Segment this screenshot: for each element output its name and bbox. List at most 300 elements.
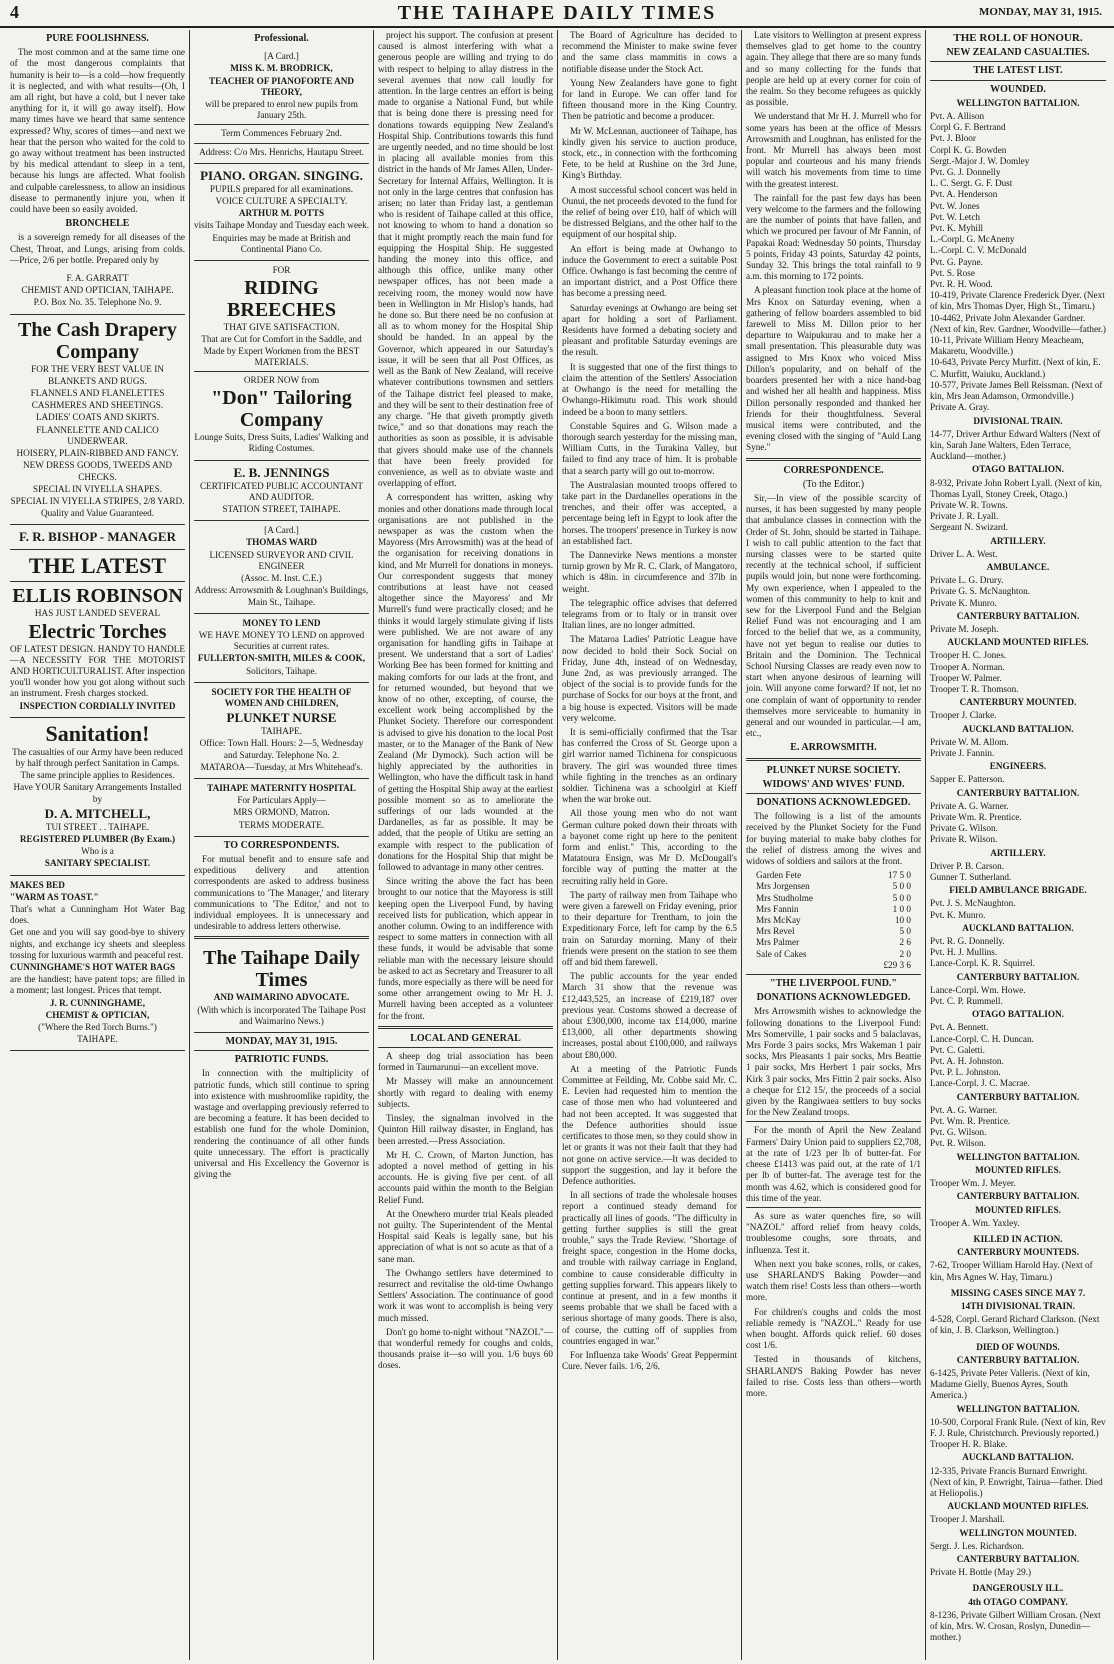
casualty-entry: Pvt. R. H. Wood.: [930, 279, 993, 290]
col5-item-1: Late visitors to Wellington at present express themselves glad to get home to the country again. They allege that there are so many funds and so many collecting for the funds that people are held up at every corner for coin of the realm. So they become refugees as quickly as possible.: [746, 30, 921, 108]
unit-heading: CANTERBURY BATTALION.: [956, 1354, 1080, 1365]
casualty-entry: Driver L. A. West.: [930, 548, 998, 559]
col5-item-3: The rainfall for the past few days has been very welcome to the farmers and the following are the number of points that have fallen, and which we procured per favour of Mr Fannin, of Papakai Road: Wednesday 50 points, Thursday 5 points, Friday 43 points, Saturday 42 points, Sunday 32. This brings the total rainfall to 9 a.m. this morning to 172 points.: [746, 192, 921, 282]
local-general-heading: LOCAL AND GENERAL: [410, 1032, 521, 1044]
jennings-address: STATION STREET, TAIHAPE.: [222, 504, 341, 515]
masthead: [0, 0, 1114, 28]
jennings-title: CERTIFICATED PUBLIC ACCOUNTANT AND AUDITOR.: [199, 480, 364, 502]
donation-amount: 1 0 0: [892, 903, 911, 914]
ward-card: [194, 521, 369, 613]
money-body: WE HAVE MONEY TO LEND on approved Securities at current rates.: [198, 629, 365, 652]
news-item-3: Mr W. McLennan, auctioneer of Taihape, has kindly given his service to auction produce, stock, etc., in connection with the forthcoming Fete, to be held at Rushine on the 3rd June, King's Birthday.: [562, 125, 737, 181]
riding-breeches-advert: [194, 261, 369, 461]
casualty-entry: Pvt. A. Bennett.: [930, 1022, 989, 1033]
torches-body: OF LATEST DESIGN. HANDY TO HANDLE—A NECESSITY FOR THE MOTORIST AND HORTICULTURALIST. After inspection you'll wonder how you got along without such an instrument. Fresh charges stocked.: [10, 643, 185, 699]
tui-street: TUI STREET . . TAIHAPE.: [45, 821, 150, 832]
matron: MRS ORMOND, Matron.: [233, 807, 330, 818]
maternity-advert: [194, 779, 369, 837]
news-item-9: The Australasian mounted troops offered to take part in the Dardanelles operations in the trenches, and their offer was accepted, a percentage being left in Egypt to look after the horses. The troopers' presence in Turkey is now an established fact.: [562, 479, 738, 546]
casualty-entry: Pvt. Wm. R. Prentice.: [930, 1116, 1011, 1127]
casualty-entry: Sergt.-Major J. W. Domley: [930, 155, 1030, 166]
casualty-entry: Gunner T. Sutherland.: [930, 872, 1012, 883]
pure-foolishness-heading: PURE FOOLISHNESS.: [46, 33, 149, 44]
enquiries: Enquiries may be made at British and Continental Piano Co.: [212, 232, 351, 254]
cash-drapery-title: The Cash Drapery Company: [18, 318, 177, 363]
casualty-entry: Pvt. G. J. Donnelly: [930, 167, 1001, 178]
casualty-entry: Sergeant N. Swizard.: [930, 522, 1008, 533]
donations-intro: The following is a list of the amounts received by the Plunket Society for the Fund for buying material to make baby clothes for the relief of distress among the wives and widows of soldiers and sailors at the front.: [746, 811, 921, 867]
casualty-entry: 14-77, Driver Arthur Edward Walters (Next of kin, Sarah Jane Walters, Eden Terrace, Auckland—mother.): [930, 428, 1101, 462]
drapery-item: BLANKETS AND RUGS.: [48, 375, 147, 386]
news-item-2: Young New Zealanders have gone to fight for land in Europe. We can offer land for fifteen thousand more in the King Country. Then be patriotic and become a producer.: [562, 77, 737, 122]
liverpool-ack: DONATIONS ACKNOWLEDGED.: [756, 992, 911, 1004]
casualty-entry: Lance-Corpl. Wm. Howe.: [930, 984, 1026, 995]
casualty-entry: 8-1236, Private Gilbert William Crosan. (Next of kin, Mrs. W. Crosan, Roslyn, Dunedin—mother.): [930, 1609, 1101, 1643]
news-item-11: The telegraphic office advises that deferred telegrams from or to Italy or in transit over Italian lines, are no longer admitted.: [562, 597, 737, 631]
casualty-entry: Private K. Munro.: [930, 597, 997, 608]
cash-drapery-advert: [10, 315, 185, 526]
casualty-entry: Private A. G. Warner.: [930, 800, 1009, 811]
news-item-6: Saturday evenings at Owhango are being set apart for holding a sort of Parliament. Residents have formed a debating society and pleasant and profitable Saturday evenings are the result.: [562, 302, 737, 358]
manager-line: F. R. BISHOP - MANAGER: [19, 529, 176, 545]
quality-line: Quality and Value Guaranteed.: [40, 508, 155, 519]
patriotic-funds-heading: PATRIOTIC FUNDS.: [234, 1054, 329, 1066]
drapery-item: SPECIAL IN VIYELLA SHAPES.: [32, 483, 163, 494]
nazol-body: As sure as water quenches fire, so will "NAZOL" afford relief from heavy colds, troublesome coughs, sore throats, and influenza. Test it.: [746, 1210, 921, 1255]
news-item-18: In all sections of trade the wholesale houses report a continued steady demand for practically all lines of goods. "The difficulty in getting further supplies is still the great trouble," says the Trade Review. "Shortage of freight space, congestion in the Home docks, and trouble with railway carriage in England, combine to cause considerable difficulty in getting supplies forward. This appears likely to continue at present, and in a few months it seems probable that we shall be faced with a serious shortage of many goods. There is also, of course, the cutting off of supplies from countries engaged in war.": [562, 1190, 737, 1346]
casualty-entry: Trooper A. Norman.: [930, 661, 1005, 672]
casualty-entry: Private H. Bottle (May 29.): [930, 1567, 1032, 1578]
casualty-entry: Pvt. A. H. Johnston.: [930, 1056, 1004, 1067]
unit-heading: WELLINGTON BATTALION.: [956, 1403, 1080, 1414]
casualty-entry: Trooper J. Marshall.: [930, 1514, 1005, 1525]
jr-cunningham: J. R. CUNNINGHAME,: [49, 997, 146, 1008]
plunket-society-heading: PLUNKET NURSE SOCIETY.: [766, 764, 901, 776]
donation-amount: 5 0 0: [892, 892, 911, 903]
piano-organ-singing: PIANO. ORGAN. SINGING.: [200, 167, 363, 183]
donor-name: Sale of Cakes: [756, 948, 807, 959]
nz-casualties-heading: NEW ZEALAND CASUALTIES.: [946, 47, 1090, 59]
liverpool-body: Mrs Arrowsmith wishes to acknowledge the following donations to the Liverpool Fund: Mrs Somerville, 1 pair socks and 5 balaclavas, Mrs Forde 3 pairs socks, Mrs Wakeman 1 pair socks, Mrs Pleasants 1 pair socks, Mrs Beattie 1 pair socks, Mrs Herbert 1 pair socks, Mrs Kirk 3 pair socks, Mrs Fittin 2 pair socks. Also a cheque for £12 15/, the proceeds of a social given by the Rangiwaea settlers to buy socks for the New Zealand troops.: [746, 1006, 921, 1118]
unit-heading: CANTERBURY BATTALION.: [956, 1191, 1080, 1202]
roll-of-honour-heading: THE ROLL OF HONOUR.: [953, 32, 1083, 44]
unit-heading: FIELD AMBULANCE BRIGADE.: [949, 885, 1087, 896]
unit-heading: 14TH DIVISIONAL TRAIN.: [961, 1300, 1075, 1311]
casualty-category-heading: KILLED IN ACTION.: [973, 1233, 1063, 1244]
donation-row: [746, 949, 921, 960]
donation-row: [746, 915, 921, 926]
editorial-para-1: project his support. The confusion at present caused is almost interfering with what a generous people are willing and trying to do with respect to helping to allay distress in the several avenues that now call loudly for attention. In the large centres an effort is being made to organise a National Fund, but while that is being done there is pressing need for donations towards equipping New Zealand's Hospital Ship. Contributions towards this fund are urgently needed, and no time should be lost in placing all available monies from this district in the hands of Mr James Allen, Under-Secretary for Internal Affairs, Wellington. It is not only in the large centres that confusion has arisen; no later than Friday last, a gentleman who is resident of Taihape called at this office, not knowing to whom to hand a donation so that it might promptly reach the main fund for equipping the Hospital Ship. He suggested handing the money into this office, and although this office, unlike many other newspaper offices, has not been made a receiving room, the money would now have been in Wellington in Mr Hislop's hands, had he done so. But there need be no confusion at all as to whom money for the Hospital Ship should be handed. In an appeal by the Governor, which appeared in our Saturday's issue, it will be seen that all Post Offices, as well as the Bank of New Zealand, will receive whatever contributions townsmen and settlers of the Taihape district feel pleased to make, and they will be sent to their destination free of any charge. "He that giveth promptly giveth twice," and so that donations may reach the authorities as soon as possible, it is advisable that givers should make use of the channels that have been freely provided for convenience, as well as to obviate waste and overlapping of effort.: [378, 30, 553, 489]
casualty-entry: Trooper H. C. Jones.: [930, 650, 1007, 661]
casualty-entry: Private Wm. R. Prentice.: [930, 812, 1022, 822]
casualty-category-heading: MISSING CASES SINCE MAY 7.: [950, 1287, 1086, 1298]
hot-water-body: That's what a Cunningham Hot Water Bag does.: [10, 903, 185, 926]
casualty-entry: Trooper T. R. Thomson.: [930, 683, 1019, 694]
satisfaction: THAT GIVE SATISFACTION.: [223, 322, 340, 333]
unit-heading: AUCKLAND BATTALION.: [962, 922, 1074, 933]
casualty-entry: Corpl K. G. Bowden: [930, 144, 1007, 155]
inspection-invited: INSPECTION CORDIALLY INVITED: [19, 700, 176, 711]
local-item-1: A sheep dog trial association has been formed in Taumarunui—an excellent move.: [378, 1051, 553, 1073]
unit-heading: MOUNTED RIFLES.: [975, 1164, 1061, 1175]
sanitation-advert: [10, 718, 185, 876]
unit-heading: WELLINGTON MOUNTED.: [959, 1527, 1077, 1538]
warm-as-toast: "WARM AS TOAST.": [10, 891, 99, 902]
brodrick-title: TEACHER OF PIANOFORTE AND THEORY,: [208, 75, 355, 97]
news-item-4: A most successful school concert was held in Ounui, the net proceeds devoted to the fund for the relief of being over £10, half of which will be distressed Belgians, and the other half to the equipment of our hospital ship.: [562, 184, 737, 240]
jennings-name: E. B. JENNINGS: [233, 464, 330, 480]
casualty-entry: Sergt. J. Les. Richardson.: [930, 1540, 1024, 1551]
unit-heading: CANTERBURY BATTALION.: [956, 1553, 1080, 1564]
news-item-5: An effort is being made at Owhango to induce the Government to erect a suitable Post Office. Owhango is fast becoming the centre of an important district, and a Post Office there has become a pressing need.: [562, 243, 737, 299]
casualty-entry: Pvt. W. Letch: [930, 211, 981, 222]
news-item-19: For Influenza take Woods' Great Peppermint Cure. Never fails. 1/6, 2/6.: [562, 1349, 737, 1372]
casualty-entry: 7-62, Trooper William Harold Hay. (Next of kin, Mrs Agnes W. Hay, Timaru.): [930, 1260, 1093, 1282]
casualty-entry: 10-577, Private James Bell Reissman. (Next of kin, Mrs Jean Adamson, Ormondville.): [930, 379, 1103, 402]
editorial-para-2: A correspondent has written, asking why monies and other donations made through local organisations are not published in the newspaper as was the custom when the Mayoress (Mrs Arrowsmith) was at the head of the organisation for receiving donations in kind, and Mr Murrell for donations in moneys. Our correspondent suggests that money contributions at least have not ceased altogether since the Mayoress' and Mr Murrell's fund were practically closed; and he thinks it would largely stimulate giving if lists were published. We are not aware of any organisation for handling gifts in Taihape at present. We understand that a sort of Ladies' Working Bee has been formed for knitting and making comforts for our lads at the front, and for returned wounded, but beyond that we know of no other, excepting, of course, the excellent work being accomplished by the Plunket Society. Therefore our correspondent is advised to give his donation to the local Post master, or to the Manager of the Bank of New Zealand (Mr Dymock). Such action will be highly appreciated by the authorities in Wellington, who have the difficult task in hand of getting the Hospital Ship away at the earliest possible moment so as to ameliorate the sufferings of our lads wounded at the Dardanelles, as far as possible. It may be added, that the people of Utiku are setting an example with respect to the publication of donations for the Hospital Ship that might be followed to advantage in many other centres.: [378, 492, 553, 873]
breeches-body: That are Cut for Comfort in the Saddle, and Made by Expert Workmen from the BEST MATERIALS.: [201, 334, 362, 367]
donation-amount: 2 0: [899, 948, 911, 959]
incorporated-note: (With which is incorporated The Taihape Post and Waimarino News.): [197, 1004, 366, 1026]
unit-heading: CANTERBURY BATTALION.: [956, 610, 1080, 621]
casualty-entry: 10-4462, Private John Alexander Gardner. (Next of kin, Rev. Gardner, Woodville—father.): [930, 312, 1106, 334]
lounge-suits: Lounge Suits, Dress Suits, Ladies' Walking and Riding Costumes.: [194, 432, 369, 454]
casualty-entry: 10-500, Corporal Frank Rule. (Next of kin, Rev F. J. Rule, Christchurch. Previously reported.): [930, 1416, 1106, 1438]
casualty-entry: Trooper W. Palmer.: [930, 672, 1002, 683]
donation-row: [746, 904, 921, 915]
sharland-body: When next you bake scones, rolls, or cakes, use SHARLAND'S Baking Powder—and watch them rise! Costs less than others—worth more.: [746, 1258, 921, 1303]
garratt-title: CHEMIST AND OPTICIAN, TAIHAPE.: [21, 285, 174, 296]
unit-heading: CANTERBURY MOUNTED.: [959, 697, 1077, 708]
casualty-entry: Pvt. G. Wilson.: [930, 1127, 987, 1138]
donation-amount: 2 6: [899, 937, 911, 948]
sanitary-specialist: SANITARY SPECIALIST.: [44, 858, 151, 869]
news-item-1: The Board of Agriculture has decided to recommend the Minister to make swine fever and the same class mammitis in cows a notifiable disease under the Stock Act.: [562, 30, 737, 74]
unit-heading: CANTERBURY MOUNTEDS.: [957, 1247, 1079, 1258]
unit-heading: ARTILLERY.: [990, 847, 1046, 858]
casualty-entry: Private W. M. Allom.: [930, 736, 1009, 747]
news-item-12: The Mataroa Ladies' Patriotic League have now decided to hold their Sock Social on Friday, June 4th, instead of on Wednesday, June 2nd, as was previously arranged. The object of the social is to provide funds for the purchase of Socks for our boys at the front, and a big house is expected. Visitors will be made very welcome.: [562, 634, 737, 723]
a-card-label: [A Card.]: [264, 51, 299, 62]
local-item-5: At the Onewhero murder trial Keals pleaded not guilty. The Superintendent of the Mental Hospital said Keals is legally sane, but his appreciation of what is not so acute as that of a sane man.: [378, 1208, 553, 1264]
unit-heading: CANTERBURY BATTALION.: [956, 1091, 1080, 1102]
maternity-heading: TAIHAPE MATERNITY HOSPITAL: [207, 782, 356, 793]
casualty-entry: Private L. G. Drury.: [930, 575, 1004, 586]
voice-culture: VOICE CULTURE A SPECIALTY.: [215, 196, 348, 207]
donor-name: Garden Fete: [756, 870, 802, 881]
electric-torches: Electric Torches: [28, 620, 167, 643]
unit-heading: OTAGO BATTALION.: [972, 1009, 1064, 1020]
donor-name: Mrs Revel: [756, 926, 795, 937]
bronchele-body: is a sovereign remedy for all diseases of the Chest, Throat, and Lungs, arising from colds.—Price, 2/6 per bottle. Prepared only by: [10, 232, 185, 265]
unit-heading: ENGINEERS.: [989, 761, 1047, 772]
have-your: Have YOUR Sanitary Arrangements Installed by: [13, 782, 182, 804]
ward-name: THOMAS WARD: [245, 537, 318, 548]
don-tailoring: "Don" Tailoring Company: [211, 387, 352, 432]
donations-total: £29 3 6: [883, 959, 911, 970]
casualty-list: [930, 98, 1106, 1644]
donations-list: [746, 870, 921, 960]
daily-times-title: The Taihape Daily Times: [203, 947, 360, 992]
unit-heading: ARTILLERY.: [990, 535, 1046, 546]
donation-row: [746, 926, 921, 937]
sanitation-body: The casualties of our Army have been reduced by half through perfect Sanitation in Camps.: [12, 746, 183, 768]
casualty-entry: L.-Corpl. C. V. McDonald: [930, 245, 1027, 256]
drapery-item: NEW DRESS GOODS, TWEEDS AND CHECKS.: [23, 460, 172, 482]
unit-heading: MOUNTED RIFLES.: [975, 1204, 1061, 1215]
unit-heading: WELLINGTON BATTALION.: [956, 97, 1080, 108]
column-5: [742, 30, 926, 1660]
casualty-entry: 4-528, Corpl. Gerard Richard Clarkson. (Next of kin, J. B. Clarkson, Wellington.): [930, 1314, 1100, 1336]
casualty-entry: Sapper E. Patterson.: [930, 774, 1005, 785]
casualty-entry: Lance-Corpl. K. R. Squirrel.: [930, 958, 1035, 969]
casualty-entry: Private J. Fannin.: [930, 747, 995, 758]
unit-heading: DIVISIONAL TRAIN.: [973, 415, 1063, 426]
plunket-nurse: PLUNKET NURSE: [226, 710, 337, 726]
mataroa: MATAROA—Tuesday, at Mrs Whitehead's.: [200, 761, 363, 772]
donor-name: Mrs Studholme: [756, 892, 813, 903]
correspondents-body: For mutual benefit and to ensure safe and expeditious delivery and attention correspondents are asked to address business communications to 'The Manager,' and literary communications to 'The Editor,' and not to individual employees. It is unnecessary and undesirable to address letters otherwise.: [194, 853, 369, 932]
correspondence-heading: CORRESPONDENCE.: [783, 464, 884, 476]
has-landed: HAS JUST LANDED SEVERAL: [34, 608, 161, 619]
chemist-optician: CHEMIST & OPTICIAN,: [45, 1009, 150, 1020]
unit-heading: WELLINGTON BATTALION.: [956, 1151, 1080, 1162]
casualty-entry: Pvt. A. Allison: [930, 111, 985, 122]
unit-heading: AUCKLAND BATTALION.: [962, 723, 1074, 734]
correspondence-signature: E. ARROWSMITH.: [790, 742, 877, 754]
casualty-entry: Pvt. R. G. Donnelly.: [930, 936, 1005, 947]
term-commences: Term Commences February 2nd.: [221, 128, 342, 139]
liverpool-fund-heading: "THE LIVERPOOL FUND.": [770, 978, 897, 990]
casualty-entry: Trooper J. Clarke.: [930, 710, 997, 721]
ward-assoc: (Assoc. M. Inst. C.E.): [241, 573, 322, 584]
casualty-entry: Lance-Corpl. J. C. Macrae.: [930, 1078, 1030, 1089]
casualty-entry: Pvt. J. S. McNaughton.: [930, 898, 1016, 909]
casualty-entry: 10-11, Private William Henry Meacheam, Makaretu, Woodville.): [930, 335, 1084, 357]
unit-heading: OTAGO BATTALION.: [972, 464, 1064, 475]
column-3: [374, 30, 558, 1660]
hot-water-advert: [10, 876, 185, 1052]
farmers-body: For the month of April the New Zealand Farmers' Dairy Union paid to suppliers £2,708, at the rate of 1/23 per lb of butter-fat. For cheese £1413 was paid out, at the rate of 1/1 per lb of butter-fat. The average test for the month was 4.62, which is considered good for this time of the year.: [746, 1125, 921, 1203]
jennings-advert: [194, 461, 369, 522]
bronchele-heading: BRONCHELE: [65, 218, 130, 230]
unit-heading: AUCKLAND MOUNTED RIFLES.: [947, 1501, 1089, 1512]
news-item-16: The public accounts for the year ended March 31 show that the revenue was £12,443,525, an increase of £219,187 over previous year. Customs showed a decrease of about £300,000, income tax £14,000, marine £13,000, all other departments showing increases, postal about £100,000, and railways about £80,000.: [562, 971, 737, 1060]
manager-line-box: [10, 525, 185, 550]
casualty-entry: Private R. Wilson.: [930, 834, 998, 845]
casualty-entry: 6-1425, Private Peter Valleris. (Next of kin, Madame Gielly, Buenos Ayres, South America.): [930, 1367, 1090, 1401]
red-torch: ("Where the Red Torch Burns."): [38, 1022, 157, 1032]
same-principle: The same principle applies to Residences.: [20, 770, 175, 781]
the-latest-heading: THE LATEST: [28, 553, 167, 579]
casualty-entry: Private A. Gray.: [930, 402, 990, 413]
casualty-entry: Lance-Corpl. C. H. Duncan.: [930, 1033, 1034, 1044]
news-item-7: It is suggested that one of the first things to claim the attention of the Settlers' Association at Owhango is the need for metalling the Owhango-Hikimutu road. This work should indeed be a boon to many settlers.: [562, 361, 737, 417]
drapery-item: SPECIAL IN VIYELLA STRIPES, 2/8 YARD.: [10, 495, 185, 506]
garratt-advert: [10, 269, 185, 315]
local-item-6: The Owhango settlers have determined to resurrect and revitalise the old-time Owhango Settlers' Association. The continuance of good work it was wont to accomplish is being very much missed.: [378, 1267, 553, 1323]
correspondence-body: Sir,—In view of the possible scarcity of nurses, it has been suggested by many people that ambulance classes in connection with the Order of St. John, should be started in Taihape. I wish to call public attention to the fact that nursing classes were to be started quite recently at the technical school, if sufficient pupils would join, but none were forthcoming. My own experience, when I appealed to the women of this community to help to knit and sew for the Liverpool Fund and the Belgian Relief Fund was not encouraging and I am forced to the belief that we, as a community, have not yet begun to realise our duties to Britain and the Dominion. The Technical School Nursing Classes are ready even now to start when anyone desirous of learning will join. Will anyone come forward? If not, let no one complain of want of opportunity to render themselves more serviceable to humanity in general and our wounded in particular.—I am, etc.,: [746, 492, 921, 739]
tested-body: Tested in thousands of kitchens, SHARLAND'S Baking Powder has never failed to rise. Costs less than others—worth more.: [746, 1354, 921, 1398]
casualty-entry: Pvt. A. Henderson: [930, 189, 998, 200]
column-4: [558, 30, 742, 1660]
drapery-item: FLANNELETTE AND CALICO UNDERWEAR.: [36, 424, 159, 446]
casualty-entry: Pvt. K. Myhill: [930, 223, 984, 234]
donation-row: [746, 893, 921, 904]
unit-heading: AUCKLAND MOUNTED RIFLES.: [947, 637, 1089, 648]
unit-heading: CANTERBURY BATTALION.: [956, 787, 1080, 798]
column-2: [190, 30, 374, 1660]
taihape-line: TAIHAPE.: [77, 1034, 118, 1045]
ward-address: Address: Arrowsmith & Loughnan's Buildings, Main St., Taihape.: [194, 585, 369, 607]
drapery-item: HOISERY, PLAIN-RIBBED AND FANCY.: [16, 448, 179, 459]
casualty-entry: Pvt. S. Rose: [930, 267, 975, 278]
garratt-name: F. A. GARRATT: [66, 273, 129, 284]
terms-moderate: TERMS MODERATE.: [238, 819, 325, 830]
brodrick-name: MISS K. M. BRODRICK,: [230, 63, 333, 74]
patriotic-funds-body: In connection with the multiplicity of patriotic funds, which still continue to spring into existence with mushroomlike rapidity, the wastage and overlapping previously referred to are becoming a feature. It has been decided to establish one fund for the whole Dominion, rendering the continuance of all other funds quite unnecessary. The effort is practically universal and His Excellency the Governor is giving the: [194, 1068, 369, 1180]
casualty-entry: Driver P. B. Carson.: [930, 860, 1005, 871]
casualty-category-heading: DIED OF WOUNDS.: [976, 1341, 1060, 1352]
donation-row: [746, 881, 921, 892]
casualty-entry: Private J. R. Lyall.: [930, 511, 999, 522]
donor-name: Mrs Palmer: [756, 937, 800, 948]
money-to-lend-advert: [194, 614, 369, 683]
registered-plumber: REGISTERED PLUMBER (By Exam.): [19, 833, 176, 844]
casualty-entry: Pvt. R. Wilson.: [930, 1138, 986, 1149]
local-item-7: Don't go home to-night without "NAZOL"—that wonderful remedy for coughs and colds, thousands praise it—so will you. 1/6 buys 60 doses.: [378, 1326, 553, 1371]
casualty-entry: Private G. S. McNaughton.: [930, 586, 1031, 597]
casualty-entry: L. C. Sergt. G. F. Dust: [930, 178, 1013, 189]
pure-foolishness-body: The most common and at the same time one of the most dangerous complaints that humanity is heir to—is a cold—how frequently it is neglected, and with what results—(Oh, I am all right, but have a cold, but I never take anything for it, it will go away itself). How many times have we heard that same sentence expressed? Why, scores of times—and next we hear that the person who waited for the cold to go away without treatment has been instructed by his medical attendant to sleep in a tent, because his lungs are affected. What foolish and culpable carelessness, to allow an insidious disease to permanently injure you, when it could have been so easily avoided.: [10, 47, 185, 215]
pupils-prepared: PUPILS prepared for all examinations.: [209, 183, 354, 194]
widows-fund-heading: WIDOWS' AND WIVES' FUND.: [762, 778, 905, 790]
society-heading: SOCIETY FOR THE HEALTH OF WOMEN AND CHILDREN,: [211, 686, 352, 708]
donations-total-row: [746, 960, 921, 971]
unit-heading: AMBULANCE.: [986, 561, 1050, 572]
money-to-lend: MONEY TO LEND: [242, 617, 321, 628]
children-body: For children's coughs and colds the most reliable remedy is "NAZOL." Ready for use when bought. Affords quick relief. 60 doses cost 1/6.: [746, 1306, 921, 1351]
a-card-label-2: [A Card.]: [264, 525, 299, 536]
news-item-8: Constable Squires and G. Wilson made a thorough search yesterday for the missing man, William Cutts, in the Turakina Valley, but failed to find any trace of him. It is probable that a search party will go out to-morrow.: [562, 420, 737, 476]
order-now: ORDER NOW from: [243, 375, 320, 386]
potts-name: ARTHUR M. POTTS: [238, 208, 325, 219]
wounded-heading: WOUNDED.: [990, 83, 1046, 95]
cunninghams-bags: CUNNINGHAME'S HOT WATER BAGS: [10, 961, 176, 972]
issue-date: MONDAY, MAY 31, 1915.: [978, 6, 1102, 18]
donation-amount: 5 0 0: [892, 881, 911, 892]
drapery-list: [10, 376, 185, 507]
page-number: 4: [10, 2, 19, 22]
plunket-advert: [194, 683, 369, 779]
brodrick-body: will be prepared to enrol new pupils from January 25th.: [205, 99, 358, 121]
unit-heading: CANTERBURY BATTALION.: [956, 971, 1080, 982]
plunket-office: Office: Town Hall. Hours: 2—5, Wednesday and Saturday. Telephone No. 2.: [199, 738, 364, 760]
casualty-entry: Corpl G. F. Bertrand: [930, 122, 1006, 133]
drapery-item: CASHMERES AND SHEETINGS.: [31, 400, 164, 411]
sanitation-heading: Sanitation!: [45, 720, 150, 746]
local-item-4: Mr H. C. Crown, of Marton Junction, has adopted a novel method of getting in his accounts. He is giving five per cent. of all accounts paid within the month to the Belgian Relief Fund.: [378, 1149, 553, 1205]
casualty-entry: Trooper Wm. J. Meyer.: [930, 1178, 1016, 1189]
waimarino-advocate: AND WAIMARINO ADVOCATE.: [213, 992, 350, 1003]
casualty-entry: Pvt. H. J. Mullins.: [930, 947, 998, 958]
correspondents-heading: TO CORRESPONDENTS.: [223, 839, 340, 851]
column-1: [6, 30, 190, 1660]
bags-body: are the handiest; have patent tops; are filled in a moment; last longest. Prices that tempt.: [10, 974, 185, 996]
plunket-taihape: TAIHAPE.: [261, 726, 302, 737]
brodrick-card: [194, 47, 369, 164]
makes-bed: MAKES BED: [10, 879, 65, 890]
best-value: FOR THE VERY BEST VALUE IN: [31, 363, 164, 374]
casualty-entry: 12-335, Private Francis Burnard Enwright. (Next of kin, P. Enwright, Tairua—father. Died at Heliopolis.): [930, 1465, 1103, 1498]
local-item-2: Mr Massey will make an announcement shortly with regard to dealing with enemy subjects.: [378, 1076, 553, 1109]
solicitors: Solicitors, Taihape.: [246, 665, 317, 676]
casualty-entry: Pvt. A. G. Warner.: [930, 1104, 998, 1115]
ellis-robinson-advert: [10, 550, 185, 717]
newspaper-page: [6, 30, 1110, 1660]
ellis-robinson-name: ELLIS ROBINSON: [12, 585, 183, 608]
donation-amount: 10 0: [894, 915, 911, 926]
to-the-editor: (To the Editor.): [802, 478, 865, 490]
col5-item-4: A pleasant function took place at the home of Mrs Knox on Saturday evening, when a gathering of fellow boarders assembled to bid farewell to Miss M. Dillon prior to her departure to Waipukurau and to make her a small presentation. This pleasurable duty was assigned to Mrs Knox who voiced Miss Dillon's popularity, and on behalf of the boarders presented her with a nice hand-bag and wished her all health and happiness. Miss Dillon personally responded and thanked her friends for their thoughtfulness. Several musical items were contributed, and the evening closed with the singing of "Auld Lang Syne.": [746, 285, 921, 453]
casualty-entry: Private W. R. Towns.: [930, 499, 1008, 510]
maternity-body: For Particulars Apply—: [237, 795, 326, 806]
donor-name: Mrs McKay: [756, 915, 801, 926]
drapery-item: FLANNELS AND FLANELETTES: [30, 388, 165, 399]
casualty-entry: Pvt. P. L. Johnston.: [930, 1067, 1001, 1078]
casualty-entry: 10-419, Private Clarence Frederick Dyer. (Next of kin, Mrs Thomas Dyer, High St., Timaru.): [930, 290, 1105, 312]
news-item-15: The party of railway men from Taihape who were given a farewell on Friday evening, prior to their departure for Trentham, to join the Expeditionary Force, left for camp by the 6.5 train on Saturday morning. Many of their friends were present on the station to see them off and bid them farewell.: [562, 889, 737, 968]
donor-name: Mrs Fannin: [756, 903, 799, 914]
col5-item-2: We understand that Mr H. J. Murrell who for some years has been at the office of Messrs Arrowsmith and Loughnan, has enlisted for the front. Mr Murrell has always been most popular and courteous and his many friends will watch his movements from time to time with the greatest interest.: [746, 111, 921, 189]
casualty-entry: Pvt. C. P. Rummell.: [930, 996, 1003, 1007]
casualty-entry: Private G. Wilson.: [930, 823, 998, 834]
who-is: Who is a: [81, 846, 114, 857]
garratt-contact: P.O. Box No. 35. Telephone No. 9.: [33, 297, 162, 308]
casualty-entry: Pvt. W. Jones: [930, 200, 980, 211]
daily-times-masthead: [194, 943, 369, 1033]
casualty-entry: 8-932, Private John Robert Lyall. (Next of kin, Thomas Lyall, Stoney Creek, Otago.): [930, 477, 1102, 499]
ward-title: LICENSED SURVEYOR AND CIVIL ENGINEER: [209, 549, 354, 571]
column-6: [926, 30, 1110, 1660]
casualty-category-heading: DANGEROUSLY ILL.: [972, 1583, 1064, 1594]
donor-name: Mrs Jorgensen: [756, 881, 810, 892]
news-item-10: The Dannevirke News mentions a monster turnip grown by Mr R. C. Clark, of Mangatoro, which is 48in. in circumference and 37lb in weight.: [562, 549, 737, 594]
donation-row: [746, 937, 921, 948]
latest-list-heading: THE LATEST LIST.: [973, 65, 1063, 77]
editorial-para-3: Since writing the above the fact has been brought to our notice that the Mayoress is still keeping open the Liverpool Fund, by having received lists for publication, which appear in another column. Owing to an indifference with respect to some matters in connection with all these funds, it would be advisable that some reliable man with the necessary leisure should be asked to act as Secretary and Treasurer to all funds, more especially as there will be need for some other arrangement owing to Mr H. J. Murrell having been accepted as a volunteer for the front.: [378, 876, 553, 1021]
riding-breeches: RIDING BREECHES: [227, 277, 336, 322]
get-one: Get one and you will say good-bye to shivery nights, and exchange icy sheets and sleepless tossing for luxurious warmth and peaceful rest.: [10, 927, 185, 960]
donation-amount: 5 0: [899, 926, 911, 937]
local-item-3: Tinsley, the signalman involved in the Quinton Hill railway disaster, in England, has been arrested.—Press Association.: [378, 1113, 553, 1146]
for-label: FOR: [272, 265, 291, 276]
potts-body: visits Taihape Monday and Tuesday each week.: [194, 220, 369, 231]
casualty-entry: Pvt. J. Bloor: [930, 133, 976, 144]
casualty-entry: 10-643, Private Percy Murfitt. (Next of kin, E. C. Murfitt, Waiuku, Auckland.): [930, 357, 1101, 379]
unit-heading: 4th OTAGO COMPANY.: [968, 1596, 1068, 1607]
potts-advert: [194, 164, 369, 261]
casualty-entry: Pvt. C. Galetti.: [930, 1044, 985, 1055]
drapery-item: LADIES' COATS AND SKIRTS.: [35, 412, 160, 423]
news-item-17: At a meeting of the Patriotic Funds Committee at Feilding, Mr. Cobbe said Mr. C. E. Levien had requested him to mention the case of those men who had volunteered and had not been accepted. It was suggested that the Defence authorities should issue certificates to those men, so they could show in let or grants it was not their fault that they had not gone on active service.—It was decided to support the suggestion, and lay it before the Defence authorities.: [562, 1063, 737, 1186]
fullerton-smith: FULLERTON-SMITH, MILES & COOK,: [197, 653, 366, 664]
news-item-13: It is semi-officially confirmed that the Tsar has conferred the Cross of St. George upon a girl warrior named Tichinena for conspicuous bravery. The girl was wounded three times while fighting in the trenches as an ordinary soldier. Tichinena was a schoolgirl at Kieff when the war broke out.: [562, 726, 737, 805]
brodrick-address: Address: C/o Mrs. Henrichs, Hautapu Street.: [199, 146, 364, 157]
donations-acknowledged: DONATIONS ACKNOWLEDGED.: [756, 797, 911, 808]
professional-heading: Professional.: [254, 33, 309, 44]
casualty-entry: Trooper H. R. Blake.: [930, 1439, 1008, 1450]
